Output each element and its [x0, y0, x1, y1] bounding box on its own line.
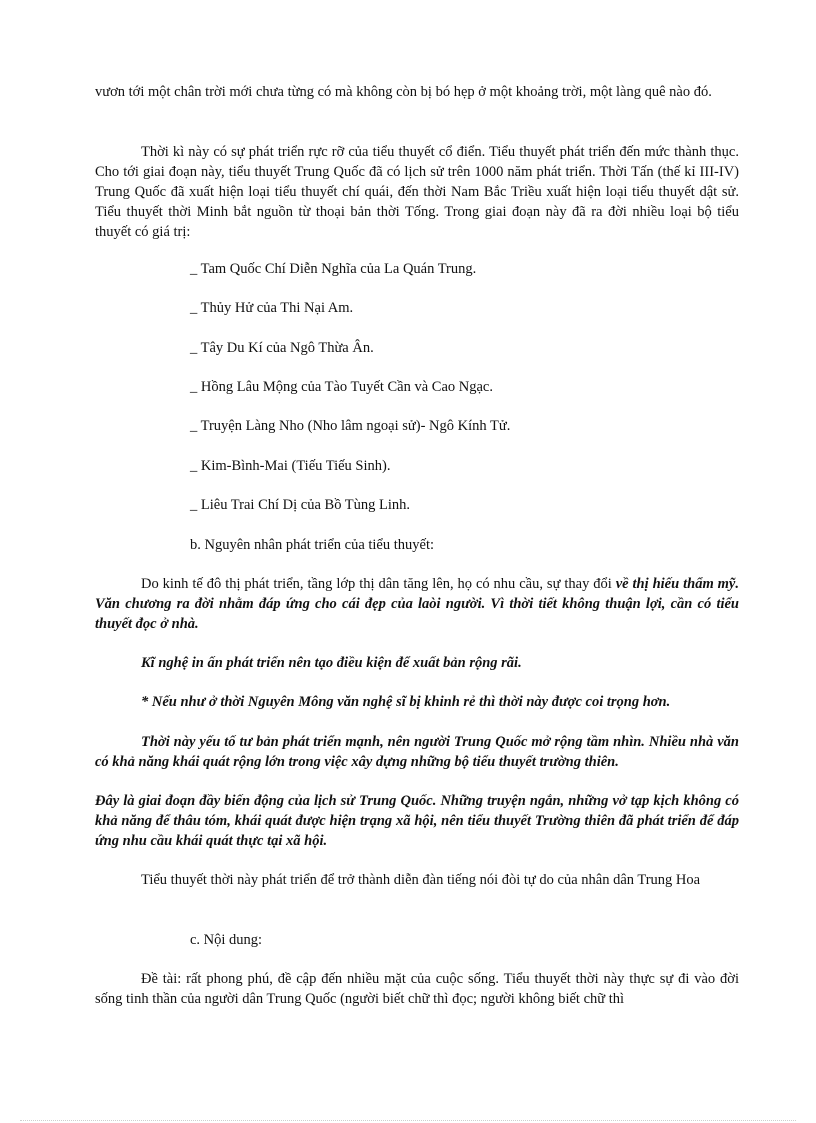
page-bottom-divider [20, 1120, 796, 1121]
paragraph-classical-novel: Thời kì này có sự phát triển rực rỡ của tiểu thuyết cổ điển. Tiểu thuyết phát triển đến mức thành thục. Cho tới giai đoạn này, tiểu thuyết Trung Quốc đã có lịch sử trên 1000 năm phát triển. Thời Tấn (thế kỉ III-IV) Trung Quốc đã xuất hiện loại tiểu thuyết chí quái, đến thời Nam Bắc Triều xuất hiện loại tiểu thuyết dật sử. Tiểu thuyết thời Minh bắt nguồn từ thoại bản thời Tống. Trong giai đoạn này đã ra đời nhiều loại bộ tiểu thuyết có giá trị: [95, 144, 739, 240]
list-item-work-5: _ Truyện Làng Nho (Nho lâm ngoại sử)- Ngô Kính Tử. [190, 418, 511, 434]
list-item-work-4: _ Hồng Lâu Mộng của Tào Tuyết Cần và Cao Ngạc. [190, 379, 493, 395]
paragraph-intro-continuation: vươn tới một chân trời mới chưa từng có mà không còn bị bó hẹp ở một khoảng trời, một làng quê nào đó. [95, 84, 712, 100]
paragraph-printing: Kĩ nghệ in ấn phát triển nên tạo điều kiện để xuất bản rộng rãi. [141, 655, 522, 671]
list-item-work-6: _ Kim-Bình-Mai (Tiếu Tiếu Sinh). [190, 458, 391, 474]
list-item-work-3: _ Tây Du Kí của Ngô Thừa Ân. [190, 340, 374, 356]
paragraph-historical-upheaval: Đây là giai đoạn đầy biến động của lịch sử Trung Quốc. Những truyện ngắn, những vở tạp kịch không có khả năng để thâu tóm, khái quát được hiện trạng xã hội, nên tiểu thuyết Trường thiên đã phát triển để đáp ứng nhu cầu khái quát thực tại xã hội. [95, 793, 739, 849]
paragraph-urban-economy [95, 574, 739, 634]
paragraph-capitalism: Thời này yếu tố tư bản phát triển mạnh, nên người Trung Quốc mở rộng tầm nhìn. Nhiều nhà văn có khả năng khái quát rộng lớn trong việc xây dựng những bộ tiểu thuyết trường thiên. [95, 734, 739, 770]
section-heading-content: c. Nội dung: [190, 932, 263, 948]
list-item-work-2: _ Thủy Hử của Thi Nại Am. [190, 300, 354, 316]
list-item-work-1: _ Tam Quốc Chí Diễn Nghĩa của La Quán Trung. [190, 261, 477, 277]
paragraph-forum-freedom: Tiểu thuyết thời này phát triển để trở thành diễn đàn tiếng nói đòi tự do của nhân dân Trung Hoa [141, 872, 701, 888]
paragraph-themes: Đề tài: rất phong phú, đề cập đến nhiều mặt của cuộc sống. Tiểu thuyết thời này thực sự đi vào đời sống tinh thần của người dân Trung Quốc (người biết chữ thì đọc; người không biết chữ thì [95, 971, 739, 1007]
list-item-work-7: _ Liêu Trai Chí Dị của Bồ Tùng Linh. [190, 497, 411, 513]
section-heading-causes: b. Nguyên nhân phát triển của tiểu thuyết: [190, 537, 435, 553]
paragraph-urban-economy-plain: Do kinh tế đô thị phát triển, tầng lớp thị dân tăng lên, họ có nhu cầu, sự thay đổi [141, 576, 616, 592]
paragraph-urban-economy-emphasis: về thị hiếu thẩm mỹ. Văn chương ra đời nhằm đáp ứng cho cái đẹp của laòi người. Vì thời tiết không thuận lợi, cần có tiểu thuyết đọc ở nhà. [95, 576, 739, 632]
paragraph-artists-status: * Nếu như ở thời Nguyên Mông văn nghệ sĩ bị khinh rẻ thì thời này được coi trọng hơn. [141, 694, 671, 710]
